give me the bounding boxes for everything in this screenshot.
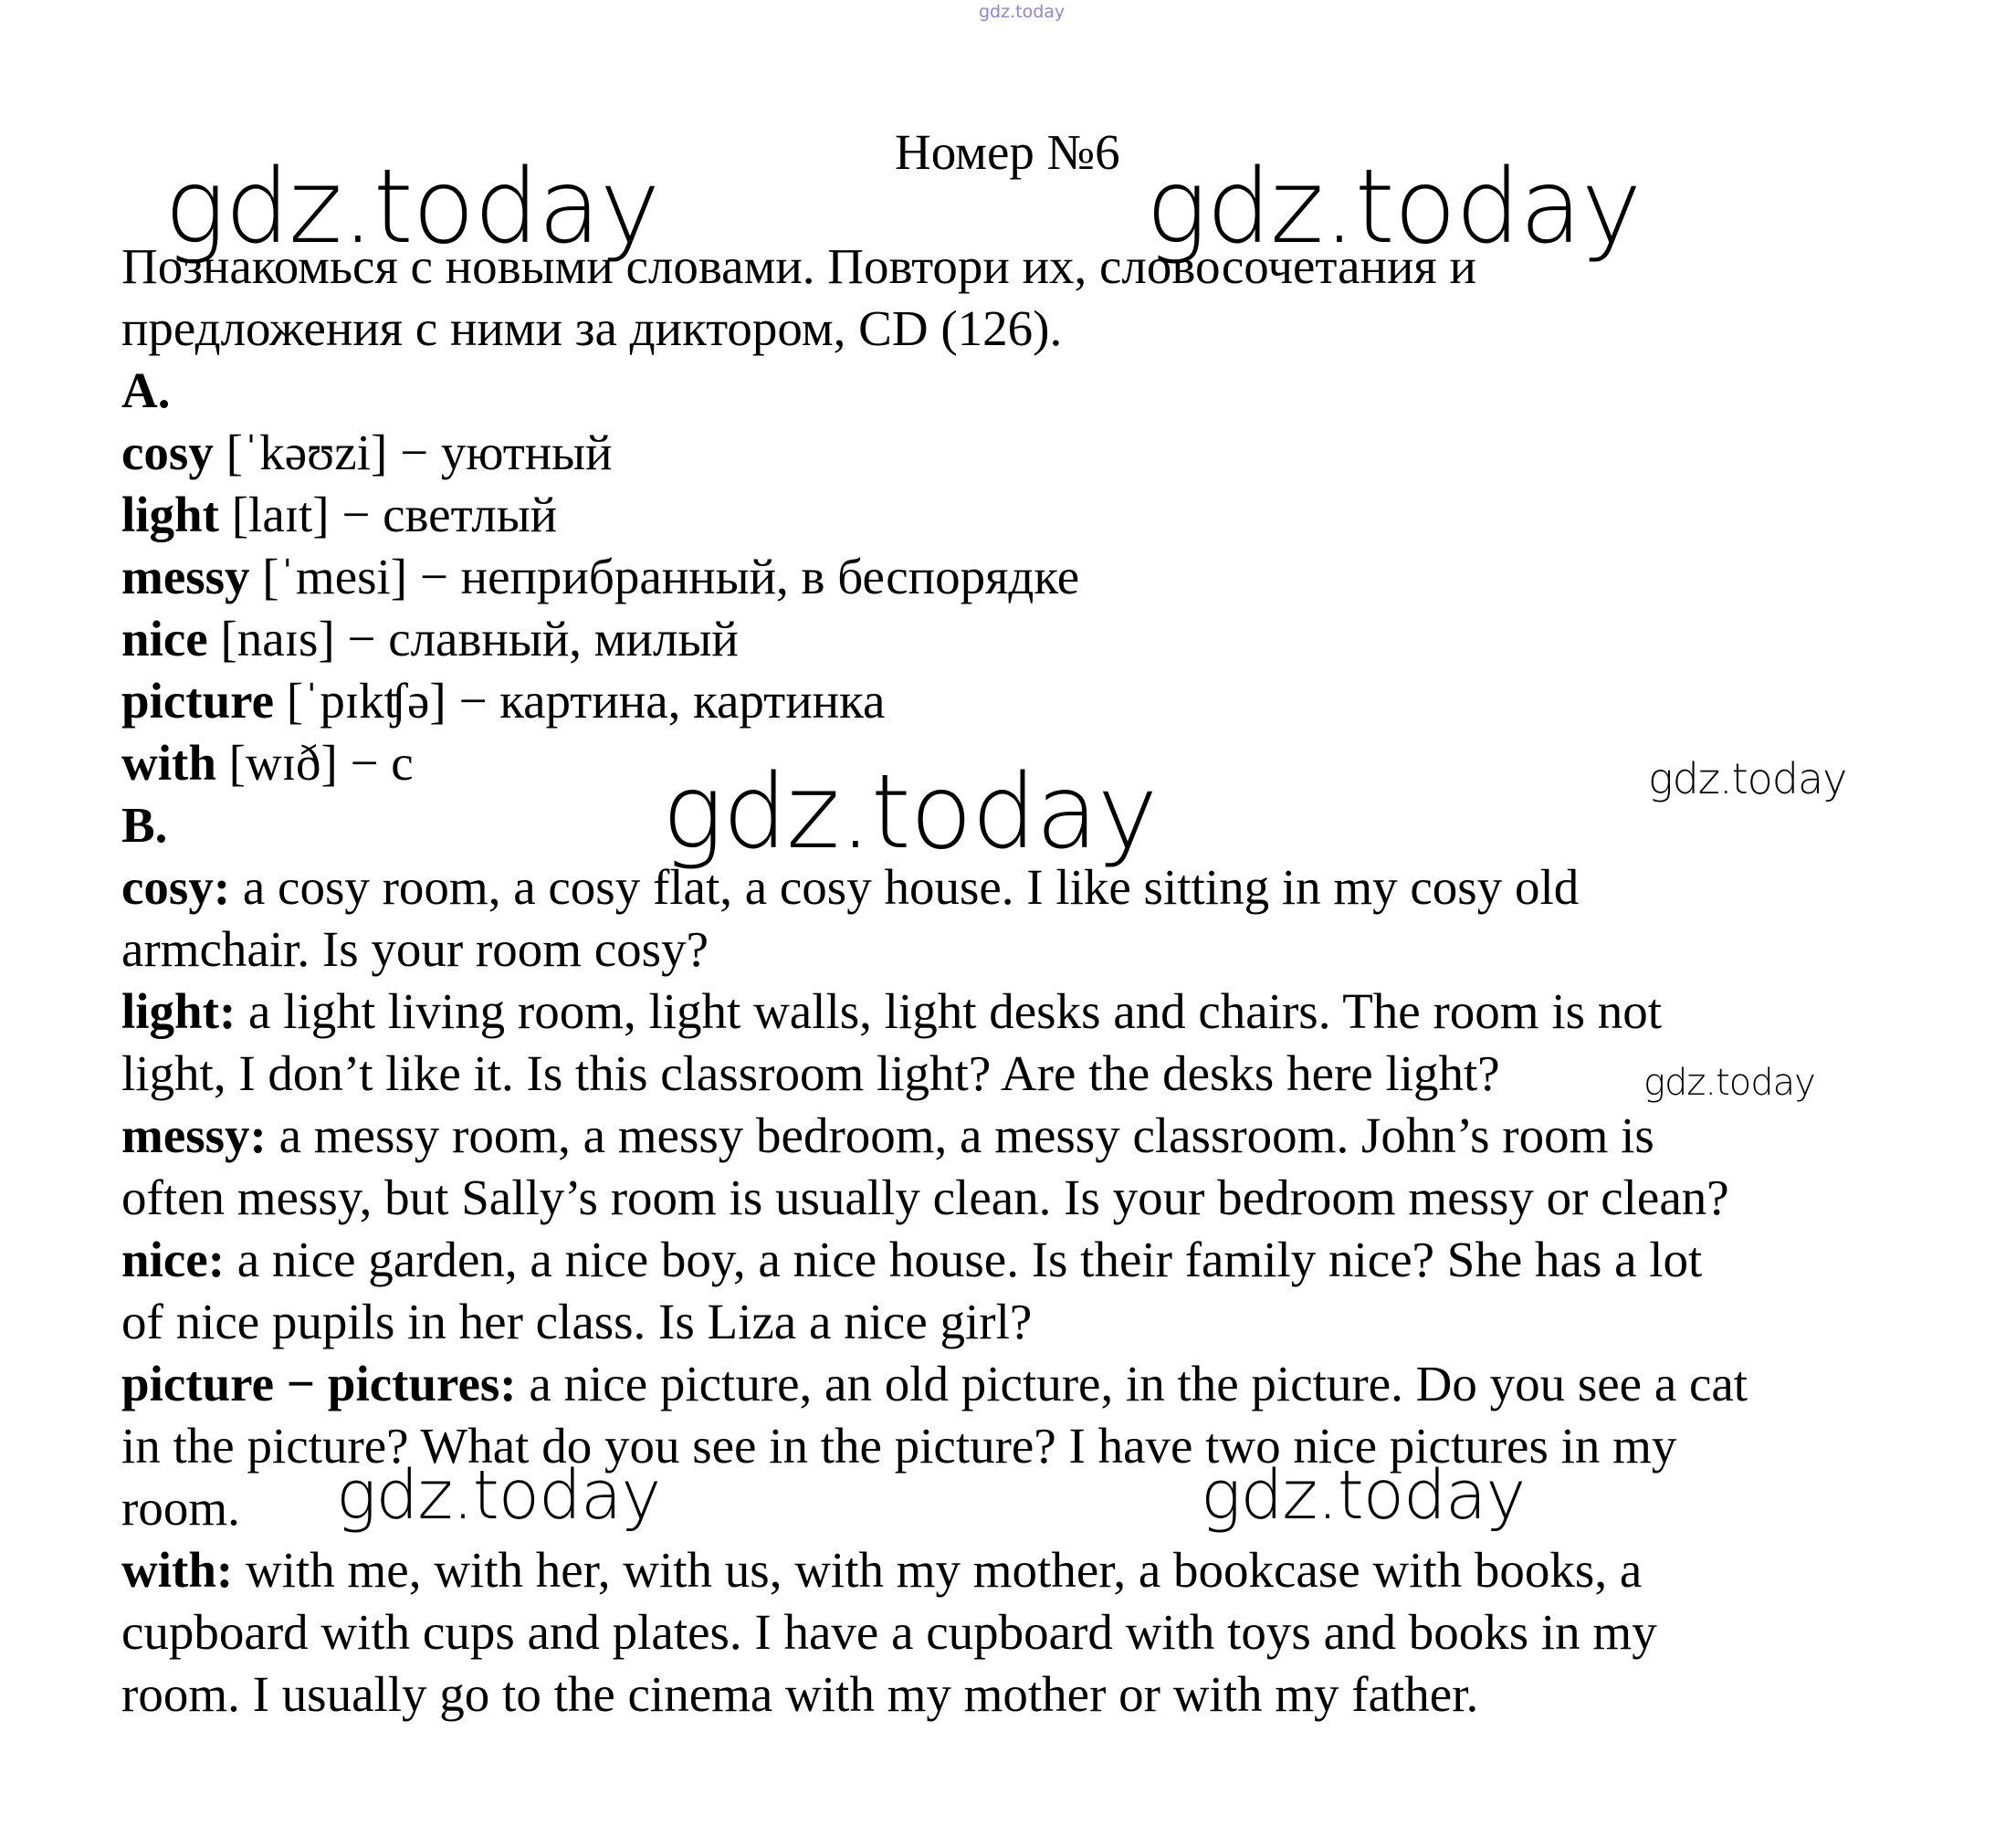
watermark: gdz.today: [1201, 1456, 1526, 1535]
usage-text: cupboard with cups and plates. I have a cupboard with toys and books in my: [121, 1604, 1657, 1660]
site-mark: gdz.today: [979, 2, 1066, 22]
page-title: Номер №6: [895, 124, 1120, 180]
watermark: gdz.today: [1146, 148, 1642, 267]
usage-text: room.: [121, 1480, 240, 1536]
usage-text: room. I usually go to the cinema with my mother or with my father.: [121, 1666, 1479, 1722]
section-b-label: B.: [121, 797, 168, 853]
usage-text: in the picture? What do you see in the picture? I have two nice pictures in my: [121, 1418, 1677, 1474]
vocab-word: cosy: [121, 425, 214, 480]
vocab-definition: [naɪs] − славный, милый: [207, 611, 739, 666]
vocab-item: [121, 546, 1938, 608]
watermark: gdz.today: [164, 148, 660, 267]
section-a-label: A.: [121, 362, 171, 418]
usage-head: messy:: [121, 1107, 267, 1163]
usage-text: of nice pupils in her class. Is Liza a nice girl?: [121, 1294, 1033, 1349]
usage-head: cosy:: [121, 859, 231, 915]
usage-head: picture − pictures:: [121, 1356, 517, 1411]
usage-text: a cosy room, a cosy flat, a cosy house. I like sitting in my cosy old: [230, 859, 1580, 915]
watermark: gdz.today: [336, 1456, 661, 1535]
usage-text: often messy, but Sally’s room is usually clean. Is your bedroom messy or clean?: [121, 1170, 1729, 1225]
vocab-word: light: [121, 487, 219, 542]
usage-entry: [121, 1539, 1938, 1726]
usage-entry: [121, 856, 1938, 981]
usage-text: a light living room, light walls, light desks and chairs. The room is not: [236, 983, 1663, 1039]
watermark: gdz.today: [1643, 1062, 1815, 1104]
usage-head: nice:: [121, 1232, 226, 1287]
usage-text: a nice picture, an old picture, in the picture. Do you see a cat: [516, 1356, 1748, 1411]
usage-text: armchair. Is your room cosy?: [121, 921, 709, 977]
instruction-line: предложения с ними за диктором, CD (126).: [121, 300, 1063, 356]
vocab-definition: [laɪt] − светлый: [218, 487, 558, 542]
vocab-item: [121, 484, 1938, 546]
vocab-definition: [ˈkəʊzi] − уютный: [213, 425, 613, 480]
usage-entry: [121, 1105, 1938, 1229]
instruction-line: Познакомься с новыми словами. Повтори их, словосочетания и: [121, 238, 1476, 294]
vocab-item: [121, 608, 1938, 670]
watermark: gdz.today: [662, 753, 1158, 872]
watermark: gdz.today: [1648, 754, 1847, 803]
vocab-word: with: [121, 735, 216, 791]
vocab-word: picture: [121, 673, 275, 729]
usage-text: with me, with her, with us, with my mother, a bookcase with books, a: [233, 1542, 1643, 1598]
usage-text: light, I don’t like it. Is this classroom light? Are the desks here light?: [121, 1045, 1500, 1101]
vocab-definition: [ˈpɪkʧə] − картина, картинка: [274, 673, 886, 729]
vocab-item: [121, 670, 1938, 732]
vocab-word: messy: [121, 549, 250, 604]
vocab-word: nice: [121, 611, 208, 666]
usage-head: with:: [121, 1542, 234, 1598]
vocab-definition: [ˈmesi] − неприбранный, в беспорядке: [249, 549, 1080, 604]
vocab-definition: [wɪð] − c: [215, 735, 414, 791]
usage-text: a nice garden, a nice boy, a nice house. Is their family nice? She has a lot: [225, 1232, 1703, 1287]
usage-text: a messy room, a messy bedroom, a messy classroom. John’s room is: [266, 1107, 1654, 1163]
usage-entry: [121, 1229, 1938, 1353]
vocab-item: [121, 422, 1938, 484]
usage-head: light:: [121, 983, 236, 1039]
